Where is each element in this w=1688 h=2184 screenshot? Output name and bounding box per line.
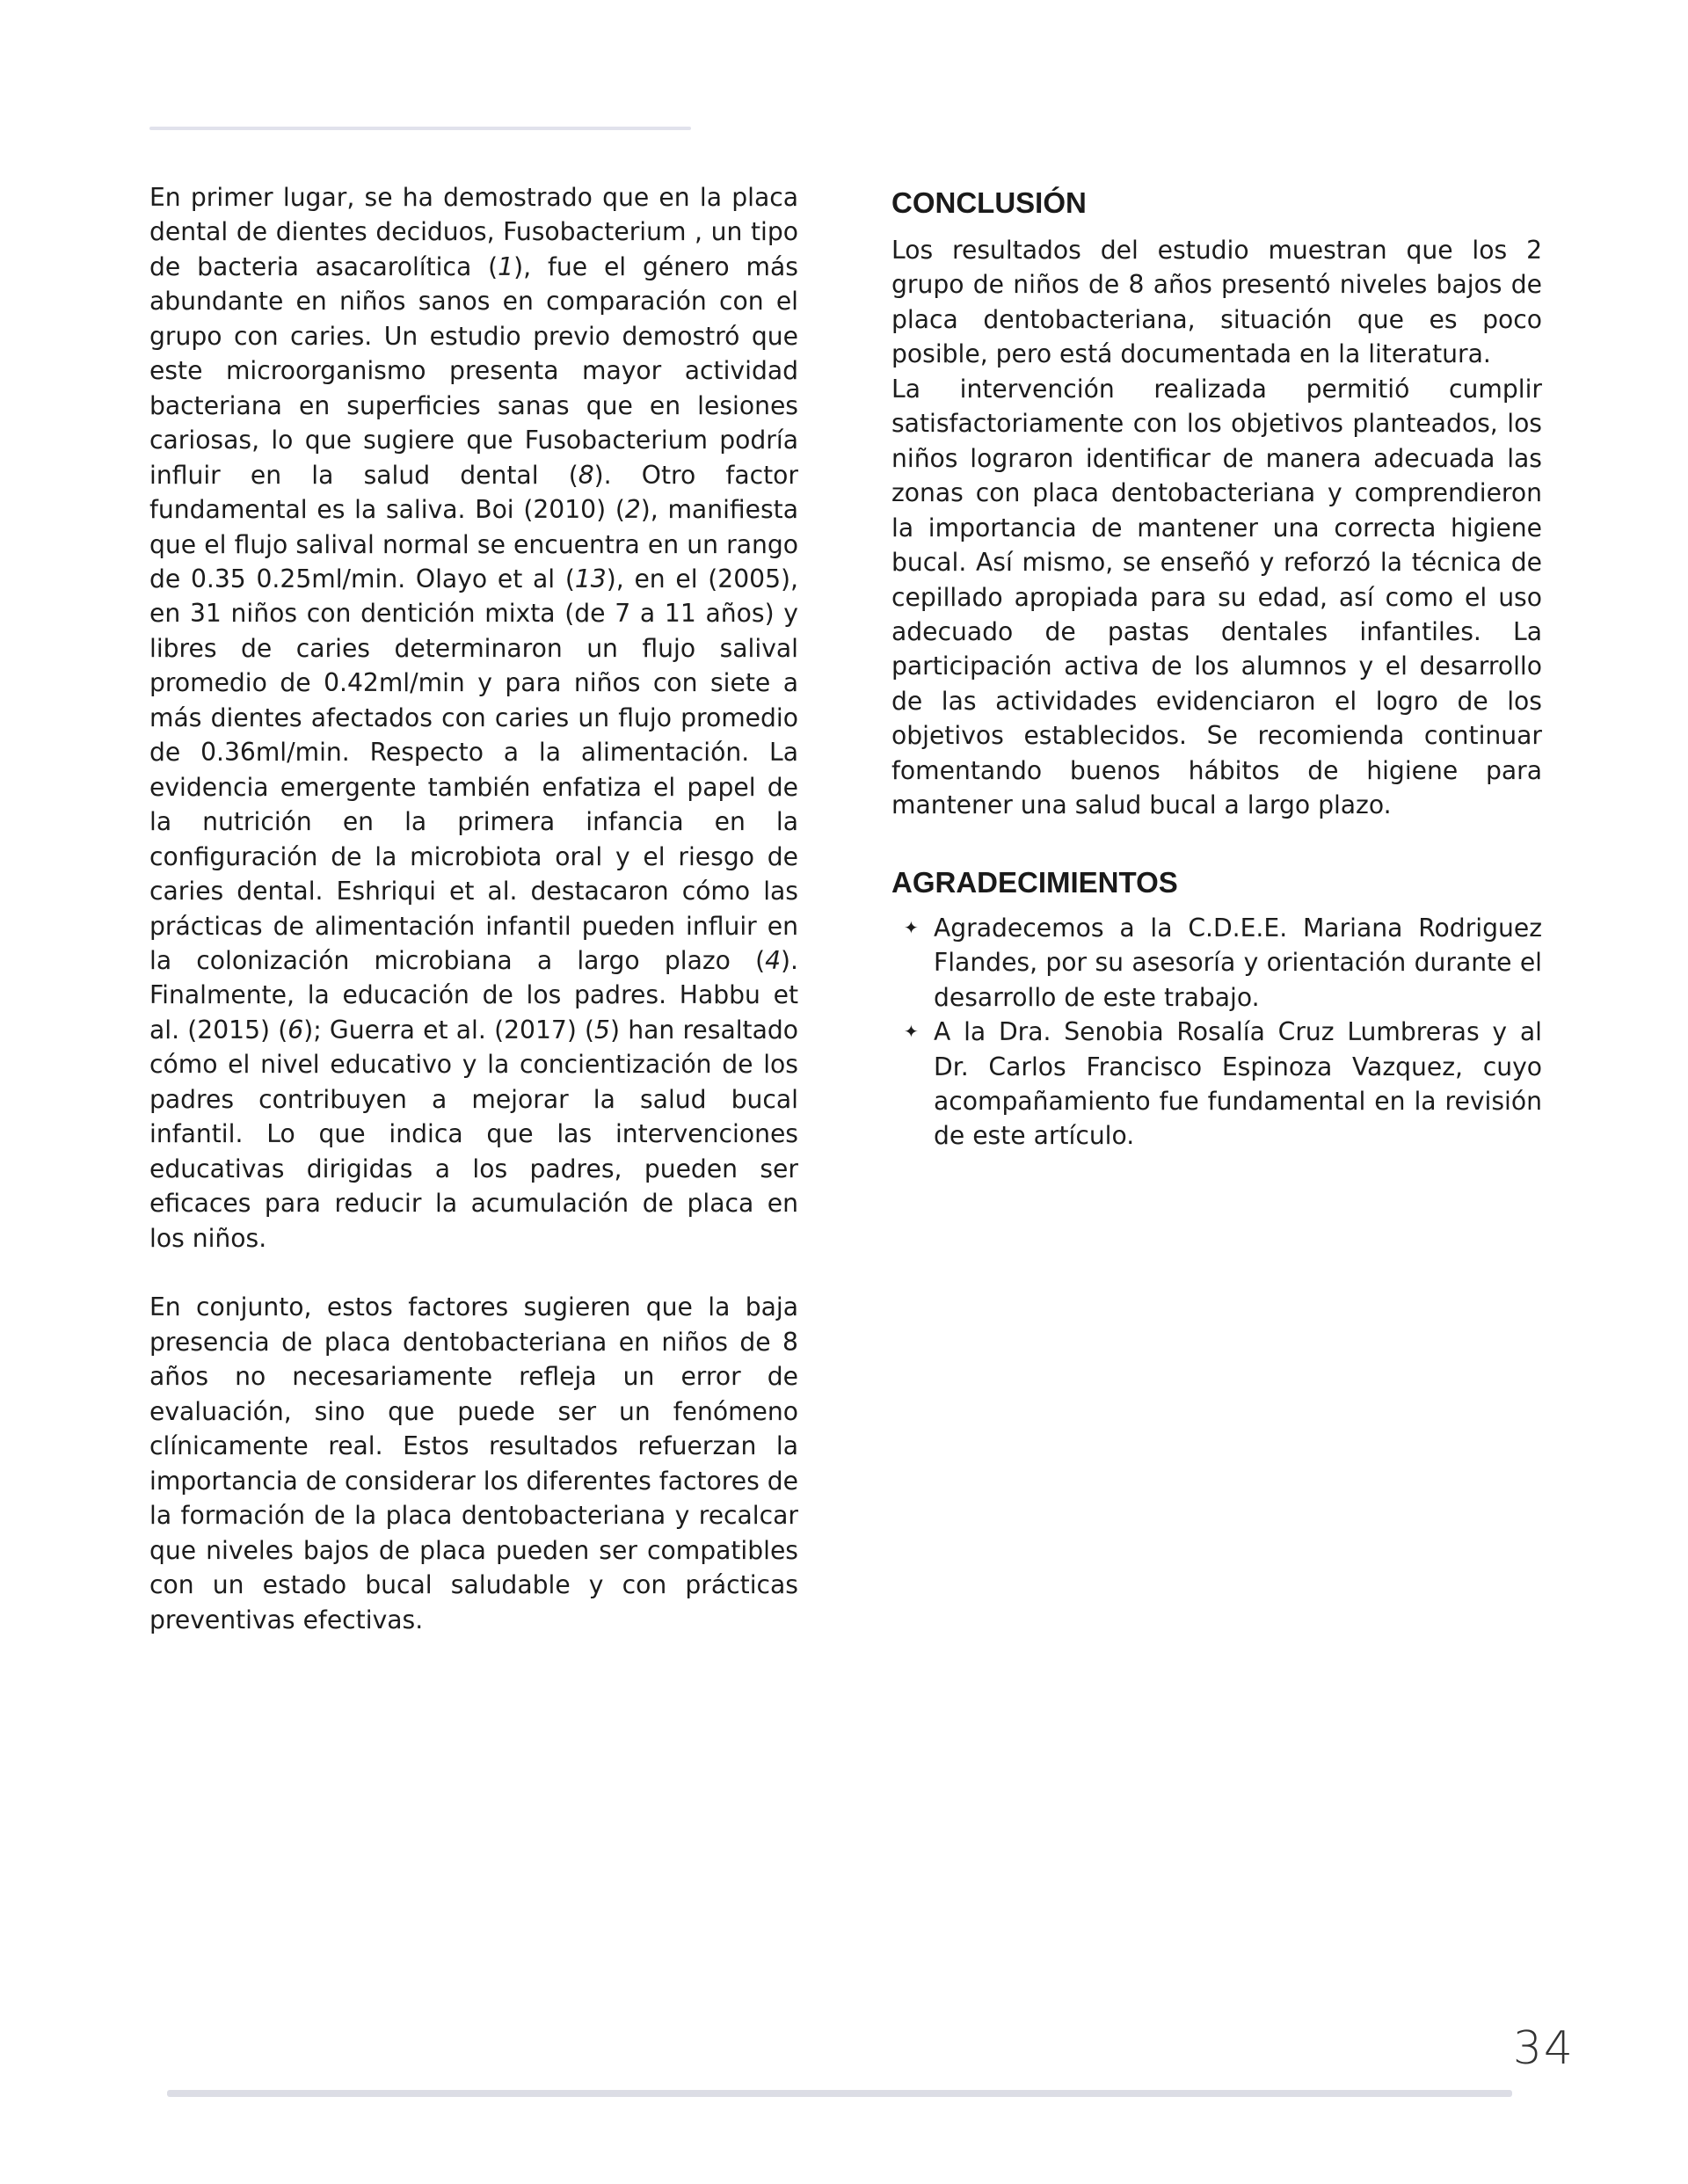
citation-ref: 4 (765, 945, 782, 975)
text-run: ). Finalmente, la educación de los padres. Habbu et al. (2015) ( (149, 945, 798, 1045)
acknowledgements-heading: AGRADECIMIENTOS (891, 865, 1178, 899)
bullet-icon: ✦ (904, 1021, 919, 1043)
acknowledgement-text: A la Dra. Senobia Rosalía Cruz Lumbreras y al Dr. Carlos Francisco Espinoza Vazquez, cuyo acompañamiento fue fundamental en la revisión de este artículo. (934, 1017, 1542, 1151)
conclusion-paragraph-2: La intervención realizada permitió cumplir satisfactoriamente con los objetivos planteados, los niños lograron identificar de manera adecuada las zonas con placa dentobacteriana y comprendieron la importancia de mantener una correcta higiene bucal. Así mismo, se enseñó y reforzó la técnica de cepillado apropiada para su edad, así como el uso adecuado de pastas dentales infantiles. La participación activa de los alumnos y el desarrollo de las actividades evidenciaron el logro de los objetivos establecidos. Se recomienda continuar fomentando buenos hábitos de higiene para mantener una salud bucal a largo plazo. (891, 374, 1542, 820)
list-item (891, 911, 1542, 1015)
left-column (149, 180, 798, 1637)
citation-ref: 8 (578, 460, 594, 490)
text-run: ) han resaltado cómo el nivel educativo y la concientización de los padres contribuyen a mejorar la salud bucal infantil. Lo que indica que las intervenciones educativas dirigidas a los padres, pueden ser eficaces para reducir la acumulación de placa en los niños. (149, 1015, 799, 1253)
text-run: ), manifiesta que el flujo salival normal se encuentra en un rango de 0.35 0.25ml/min. Olayo et al ( (149, 495, 799, 593)
citation-ref: 13 (574, 564, 607, 593)
citation-ref: 1 (498, 251, 514, 281)
citation-ref: 6 (287, 1015, 304, 1045)
text-run: En primer lugar, se ha demostrado que en la placa dental de dientes deciduos, Fusobacterium , un tipo de bacteria asacarolítica ( (149, 183, 798, 281)
header-rule (149, 127, 691, 130)
text-run: ), en el (2005), en 31 niños con dentición mixta (de 7 a 11 años) y libres de caries determinaron un flujo salival promedio de 0.42ml/min y para niños con siete a más dientes afectados con caries un flujo promedio de 0.36ml/min. Respecto a la alimentación. La evidencia emergente también enfatiza el papel de la nutrición en la primera infancia en la configuración de la microbiota oral y el riesgo de caries dental. Eshriqui et al. destacaron cómo las prácticas de alimentación infantil pueden influir en la colonización microbiana a largo plazo ( (149, 564, 798, 975)
text-run: ). Otro factor fundamental es la saliva. Boi (2010) ( (149, 460, 798, 525)
citation-ref: 5 (594, 1015, 610, 1045)
footer-rule (167, 2090, 1512, 2097)
conclusion-paragraph-1: Los resultados del estudio muestran que los 2 grupo de niños de 8 años presentó niveles bajos de placa dentobacteriana, situación que es poco posible, pero está documentada en la literatura. (891, 236, 1542, 369)
body-paragraph-1 (149, 180, 798, 1256)
conclusion-heading: CONCLUSIÓN (891, 186, 1087, 219)
right-column (891, 180, 1542, 1154)
text-run: ); Guerra et al. (2017) ( (303, 1015, 595, 1045)
text-run: ), fue el género más abundante en niños sanos en comparación con el grupo con caries. Un estudio previo demostró que este microorganismo presenta mayor actividad bacteriana en superficies sanas que en lesiones cariosas, lo que sugiere que Fusobacterium podría influir en la salud dental ( (149, 251, 798, 490)
acknowledgement-text: Agradecemos a la C.D.E.E. Mariana Rodriguez Flandes, por su asesoría y orientación durante el desarrollo de este trabajo. (934, 913, 1542, 1012)
list-item (891, 1015, 1542, 1154)
citation-ref: 2 (624, 495, 641, 525)
body-paragraph-2: En conjunto, estos factores sugieren que la baja presencia de placa dentobacteriana en niños de 8 años no necesariamente refleja un error de evaluación, sino que puede ser un fenómeno clínicamente real. Estos resultados refuerzan la importancia de considerar los diferentes factores de la formación de la placa dentobacteriana y recalcar que niveles bajos de placa pueden ser compatibles con un estado bucal saludable y con prácticas preventivas efectivas. (149, 1292, 798, 1634)
page-number: 34 (1512, 2022, 1575, 2075)
acknowledgements-list (891, 911, 1542, 1154)
bullet-icon: ✦ (904, 916, 919, 938)
